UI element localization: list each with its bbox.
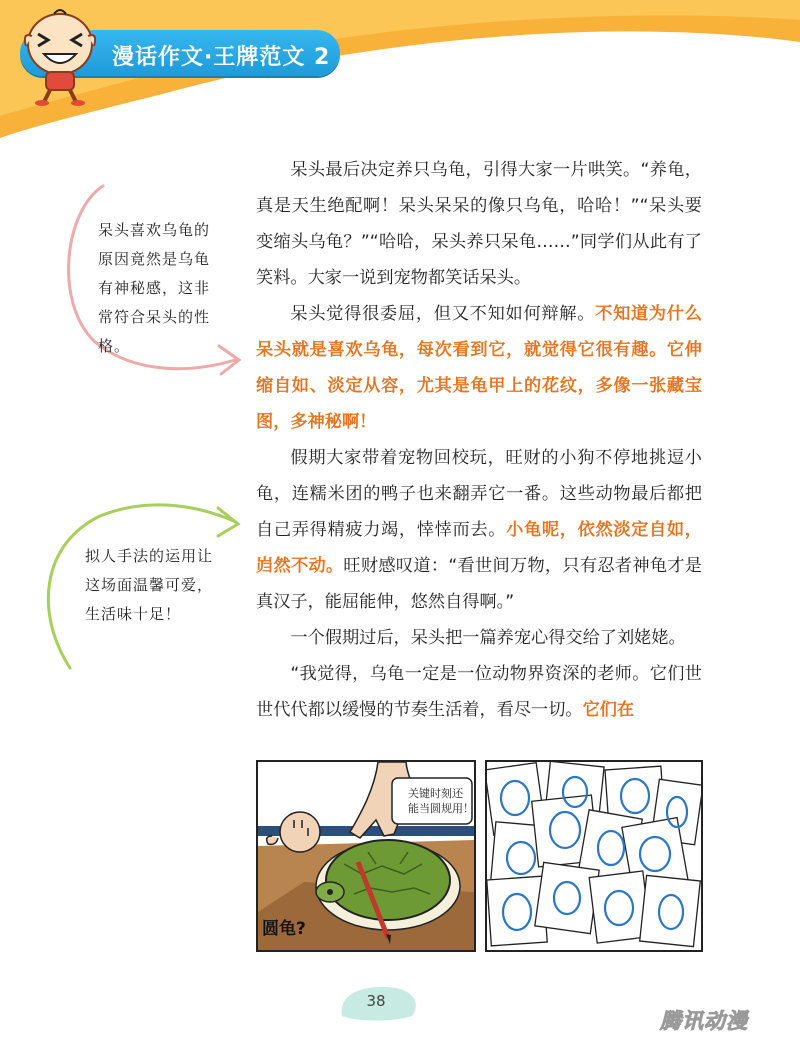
side-note-1: 呆头喜欢乌龟的原因竟然是乌龟有神秘感，这非常符合呆头的性格。 xyxy=(98,221,211,355)
comic-panel-papers xyxy=(485,760,703,952)
comic-caption: 圆龟? xyxy=(262,919,306,939)
watermark: 腾讯动漫 xyxy=(660,1009,748,1033)
paragraph-5-highlight: 它们在 xyxy=(582,700,635,720)
paragraph-2 xyxy=(256,296,702,440)
speech-bubble-line-2: 能当圆规用！ xyxy=(408,802,474,815)
paragraph-2-plain: 呆头觉得很委屈，但又不知如何辩解。 xyxy=(290,304,596,324)
article-body xyxy=(256,152,702,728)
paragraph-4: 一个假期过后，呆头把一篇养宠心得交给了刘姥姥。 xyxy=(290,628,686,648)
comic-panel-turtle xyxy=(256,760,476,952)
side-note-2: 拟人手法的运用让这场面温馨可爱，生活味十足！ xyxy=(85,547,214,623)
paragraph-2-highlight: 不知道为什么呆头就是喜欢乌龟，每次看到它，就觉得它很有趣。它伸缩自如、淡定从容，尤其是龟甲上的花纹，多像一张藏宝图，多神秘啊！ xyxy=(256,304,702,432)
papers-with-circles-drawing xyxy=(487,762,701,950)
paragraph-3-tail: 旺财感叹道：“看世间万物，只有忍者神龟才是真汉子，能屈能伸，悠然自得啊。” xyxy=(256,556,702,612)
speech-bubble xyxy=(408,786,474,816)
page-title: 漫话作文·王牌范文 2 xyxy=(112,45,331,70)
paragraph-1: 呆头最后决定养只乌龟，引得大家一片哄笑。“养龟，真是天生绝配啊！呆头呆呆的像只乌龟，哈哈！”“呆头要变缩头乌龟？”“哈哈，呆头养只呆龟……”同学们从此有了笑料。大家一说到宠物都笑话呆头。 xyxy=(256,160,702,288)
page-number: 38 xyxy=(366,992,386,1010)
paragraph-3-highlight: 小龟呢，依然淡定自如，岿然不动。 xyxy=(256,520,702,576)
paragraph-3 xyxy=(256,440,702,620)
paragraph-5 xyxy=(256,656,702,728)
mascot-illustration xyxy=(16,6,104,106)
paragraph-3-plain: 假期大家带着宠物回校玩，旺财的小狗不停地挑逗小龟，连糯米团的鸭子也来翻弄它一番。这些动物最后都把自己弄得精疲力竭，悻悻而去。 xyxy=(256,448,702,540)
speech-bubble-line-1: 关键时刻还 xyxy=(408,787,463,800)
paragraph-5-plain: “我觉得，乌龟一定是一位动物界资深的老师。它们世世代代都以缓慢的节奏生活着，看尽一切。 xyxy=(256,664,702,720)
